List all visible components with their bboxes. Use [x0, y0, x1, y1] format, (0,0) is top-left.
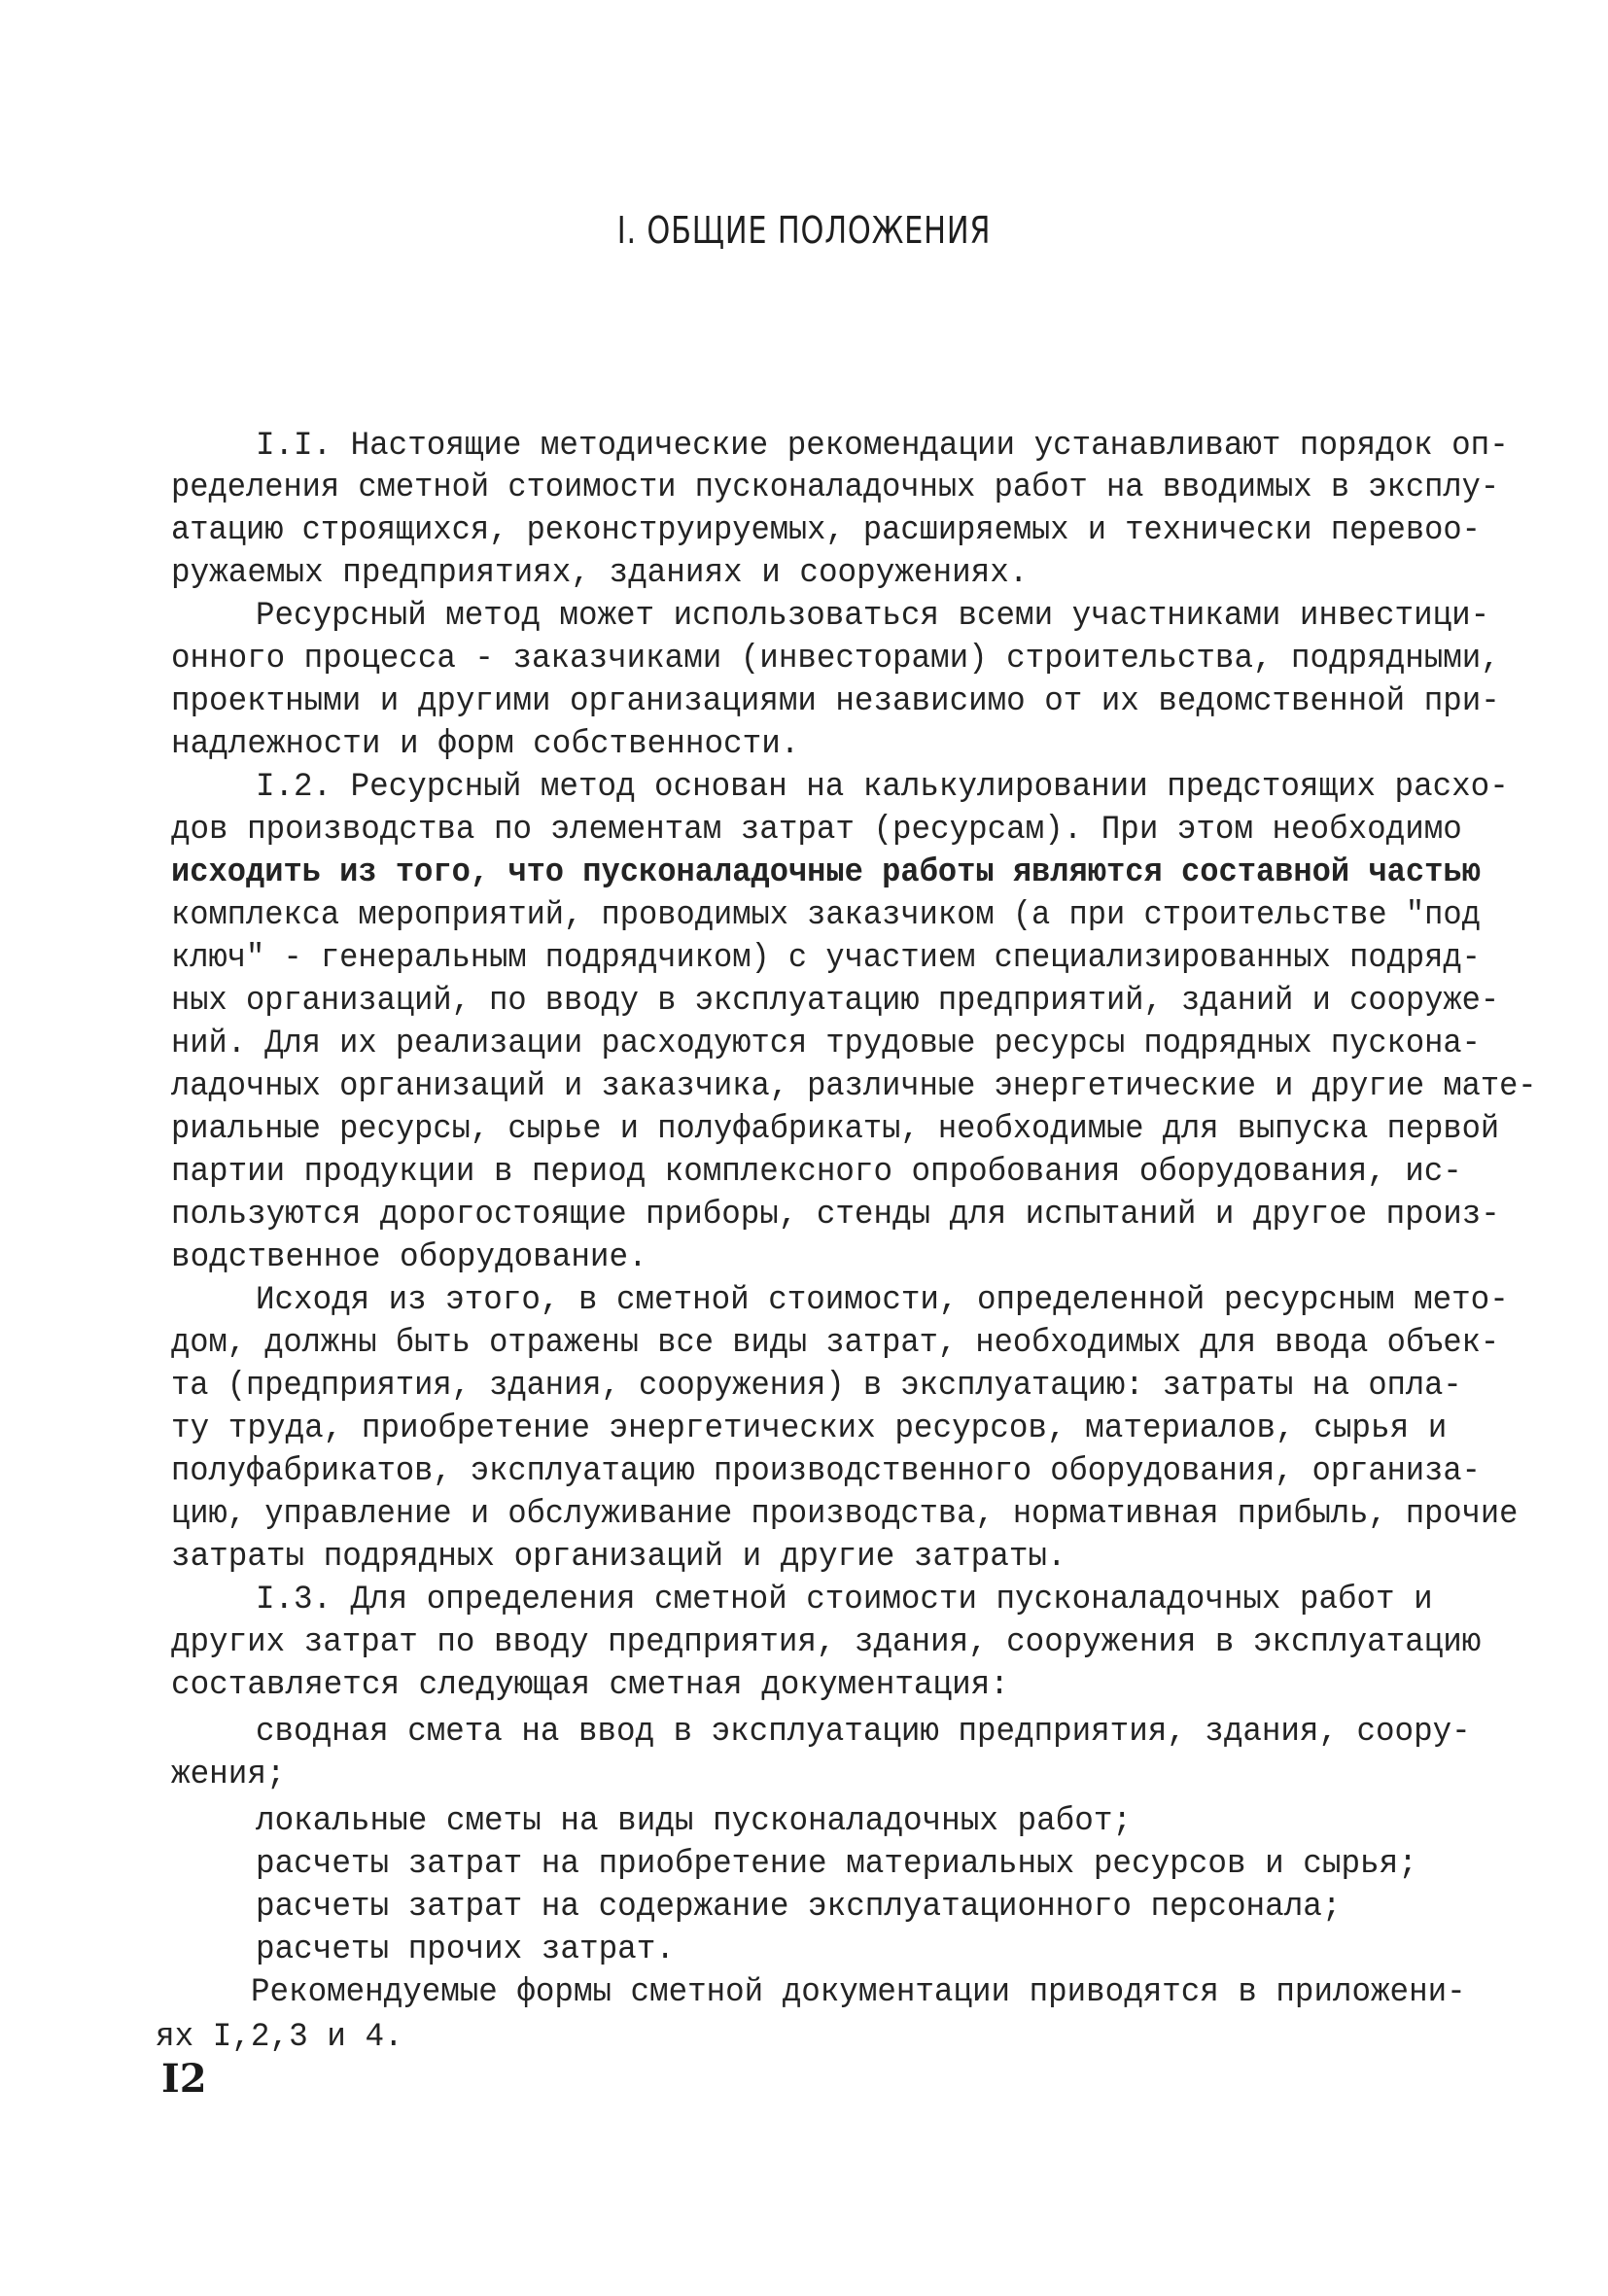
text-line: ях I,2,3 и 4.	[156, 2019, 403, 2056]
text-line: составляется следующая сметная документация:	[171, 1667, 1009, 1704]
section-heading: I. ОБЩИЕ ПОЛОЖЕНИЯ	[616, 209, 992, 252]
text-line: дом, должны быть отражены все виды затрат, необходимых для ввода объек-	[171, 1325, 1500, 1362]
text-line: Ресурсный метод может использоваться всеми участниками инвестици-	[256, 598, 1490, 635]
text-line: атацию строящихся, реконструируемых, расширяемых и технически перевоо-	[171, 512, 1481, 549]
text-line: I.2. Ресурсный метод основан на калькулировании предстоящих расхо-	[256, 769, 1509, 806]
text-line: ладочных организаций и заказчика, различные энергетические и другие мате-	[171, 1068, 1537, 1105]
text-line: риальные ресурсы, сырье и полуфабрикаты, необходимые для выпуска первой	[171, 1111, 1500, 1148]
text-line: цию, управление и обслуживание производства, нормативная прибыль, прочие	[171, 1496, 1519, 1533]
text-line: сводная смета на ввод в эксплуатацию предприятия, здания, соору-	[256, 1714, 1471, 1751]
text-line: ружаемых предприятиях, зданиях и сооружениях.	[171, 555, 1029, 592]
text-line: партии продукции в период комплексного опробования оборудования, ис-	[171, 1154, 1462, 1191]
text-line: ределения сметной стоимости пусконаладочных работ на вводимых в эксплу-	[171, 470, 1500, 506]
text-line: онного процесса - заказчиками (инвесторами) строительства, подрядными,	[171, 641, 1500, 678]
text-line: ту труда, приобретение энергетических ресурсов, материалов, сырья и	[171, 1410, 1448, 1447]
text-line: расчеты затрат на приобретение материальных ресурсов и сырья;	[256, 1846, 1417, 1883]
text-line: Рекомендуемые формы сметной документации приводятся в приложени-	[251, 1974, 1466, 2011]
text-line: жения;	[171, 1757, 286, 1793]
text-line: ний. Для их реализации расходуются трудовые ресурсы подрядных пускона-	[171, 1026, 1481, 1062]
text-line: та (предприятия, здания, сооружения) в эксплуатацию: затраты на опла-	[171, 1368, 1462, 1405]
text-line: проектными и другими организациями независимо от их ведомственной при-	[171, 683, 1500, 720]
text-line: пользуются дорогостоящие приборы, стенды для испытаний и другое произ-	[171, 1197, 1500, 1234]
text-line: ных организаций, по вводу в эксплуатацию предприятий, зданий и сооруже-	[171, 983, 1500, 1020]
text-line: надлежности и форм собственности.	[171, 726, 800, 763]
text-line: дов производства по элементам затрат (ресурсам). При этом необходимо	[171, 812, 1462, 849]
page-number: I2	[161, 2056, 207, 2102]
text-line: I.I. Настоящие методические рекомендации устанавливают порядок оп-	[256, 428, 1509, 465]
text-line: других затрат по вводу предприятия, здания, сооружения в эксплуатацию	[171, 1624, 1482, 1661]
text-line: комплекса мероприятий, проводимых заказчиком (а при строительстве "под	[171, 897, 1481, 934]
text-line: расчеты затрат на содержание эксплуатационного персонала;	[256, 1889, 1342, 1926]
text-line: Исходя из этого, в сметной стоимости, определенной ресурсным мето-	[256, 1282, 1509, 1319]
text-line: расчеты прочих затрат.	[256, 1931, 675, 1968]
text-line: локальные сметы на виды пусконаладочных работ;	[256, 1803, 1133, 1840]
text-line: исходить из того, что пусконаладочные работы являются составной частью	[171, 854, 1481, 891]
text-line: ключ" - генеральным подрядчиком) с участием специализированных подряд-	[171, 940, 1481, 977]
text-line: I.3. Для определения сметной стоимости пусконаладочных работ и	[256, 1582, 1433, 1618]
text-line: водственное оборудование.	[171, 1239, 647, 1276]
text-line: полуфабрикатов, эксплуатацию производственного оборудования, организа-	[171, 1453, 1481, 1490]
text-line: затраты подрядных организаций и другие затраты.	[171, 1539, 1066, 1576]
